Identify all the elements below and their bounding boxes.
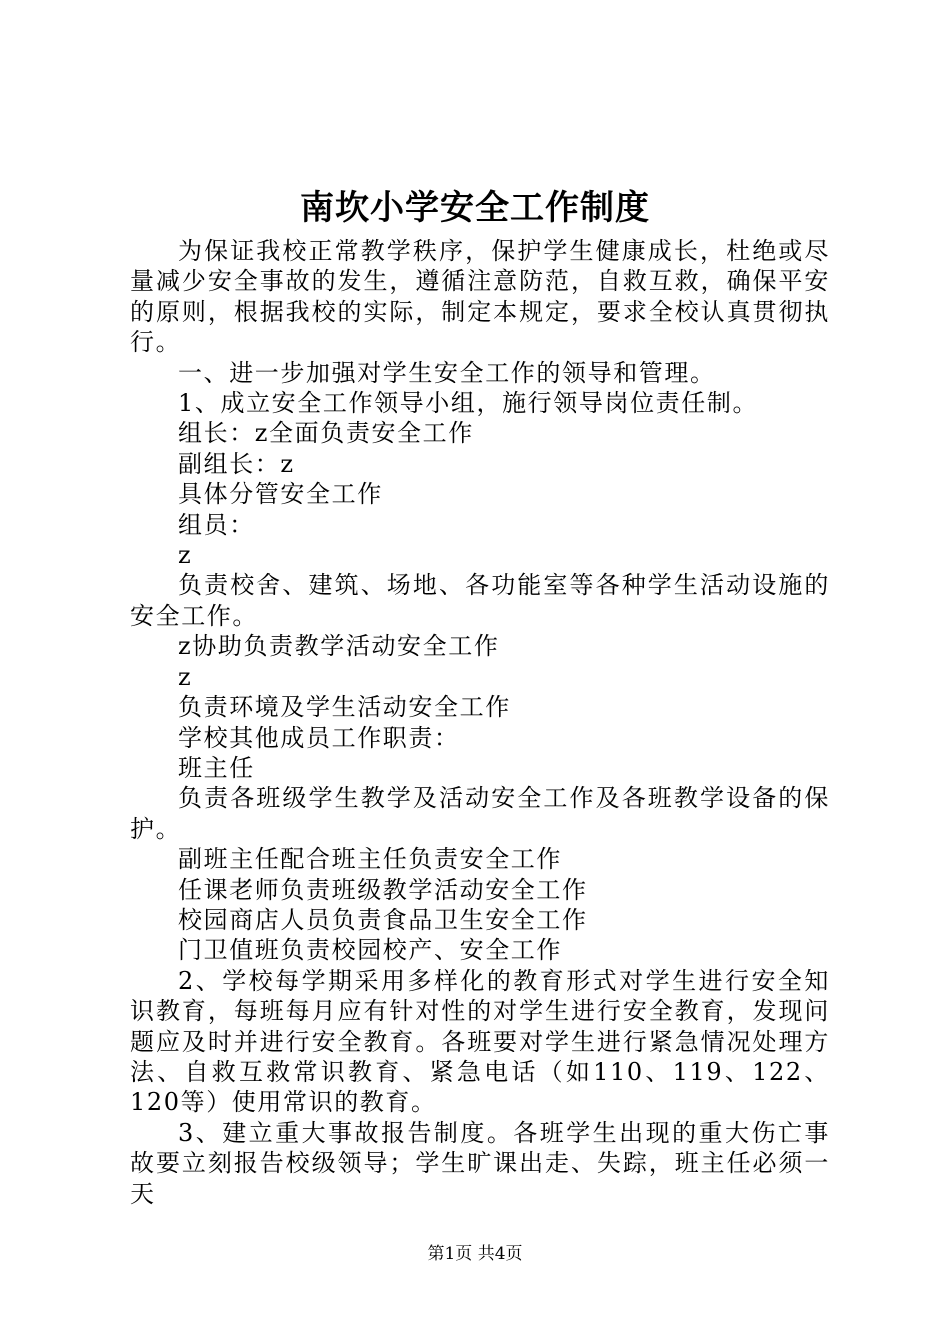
subject-teacher-duty: 任课老师负责班级教学活动安全工作 — [178, 875, 588, 904]
item-2: 2、学校每学期采用多样化的教育形式对学生进行安全知识教育，每班每月应有针对性的对学生进行安全教育，发现问题应及时并进行安全教育。各班要对学生进行紧急情况处理方法、自救互救常识教育、紧急电话（如110、119、122、120等）使用常识的教育。 — [130, 966, 830, 1117]
members-line: 组员： — [178, 510, 255, 539]
document-title: 南坎小学安全工作制度 — [300, 188, 650, 228]
store-staff-duty: 校园商店人员负责食品卫生安全工作 — [178, 905, 588, 934]
document-body — [130, 236, 830, 1209]
page-footer: 第1页 共4页 — [427, 1244, 523, 1264]
other-members-heading: 学校其他成员工作职责： — [178, 723, 460, 752]
guard-duty: 门卫值班负责校园校产、安全工作 — [178, 936, 562, 965]
leader-line: 组长：z全面负责安全工作 — [178, 419, 474, 448]
class-teacher-duty: 负责各班级学生教学及活动安全工作及各班教学设备的保护。 — [130, 784, 830, 843]
member-duty-teaching: z协助负责教学活动安全工作 — [178, 632, 500, 661]
deputy-duty-line: 具体分管安全工作 — [178, 480, 383, 509]
member-name-line-2: z — [178, 662, 193, 691]
item-3: 3、建立重大事故报告制度。各班学生出现的重大伤亡事故要立刻报告校级领导；学生旷课出走、失踪，班主任必须一天 — [130, 1118, 830, 1208]
item-1: 1、成立安全工作领导小组，施行领导岗位责任制。 — [178, 389, 759, 418]
member-name-line: z — [178, 541, 193, 570]
paragraph-intro: 为保证我校正常教学秩序，保护学生健康成长，杜绝或尽量减少安全事故的发生，遵循注意防范，自救互救，确保平安的原则，根据我校的实际，制定本规定，要求全校认真贯彻执行。 — [130, 237, 830, 357]
assistant-teacher-duty: 副班主任配合班主任负责安全工作 — [178, 845, 562, 874]
section-heading-1: 一、进一步加强对学生安全工作的领导和管理。 — [178, 358, 716, 387]
deputy-leader-line: 副组长：z — [178, 449, 295, 478]
member-duty-facilities: 负责校舍、建筑、场地、各功能室等各种学生活动设施的安全工作。 — [130, 571, 830, 630]
class-teacher-line: 班主任 — [178, 753, 255, 782]
member-duty-environment: 负责环境及学生活动安全工作 — [178, 693, 511, 722]
